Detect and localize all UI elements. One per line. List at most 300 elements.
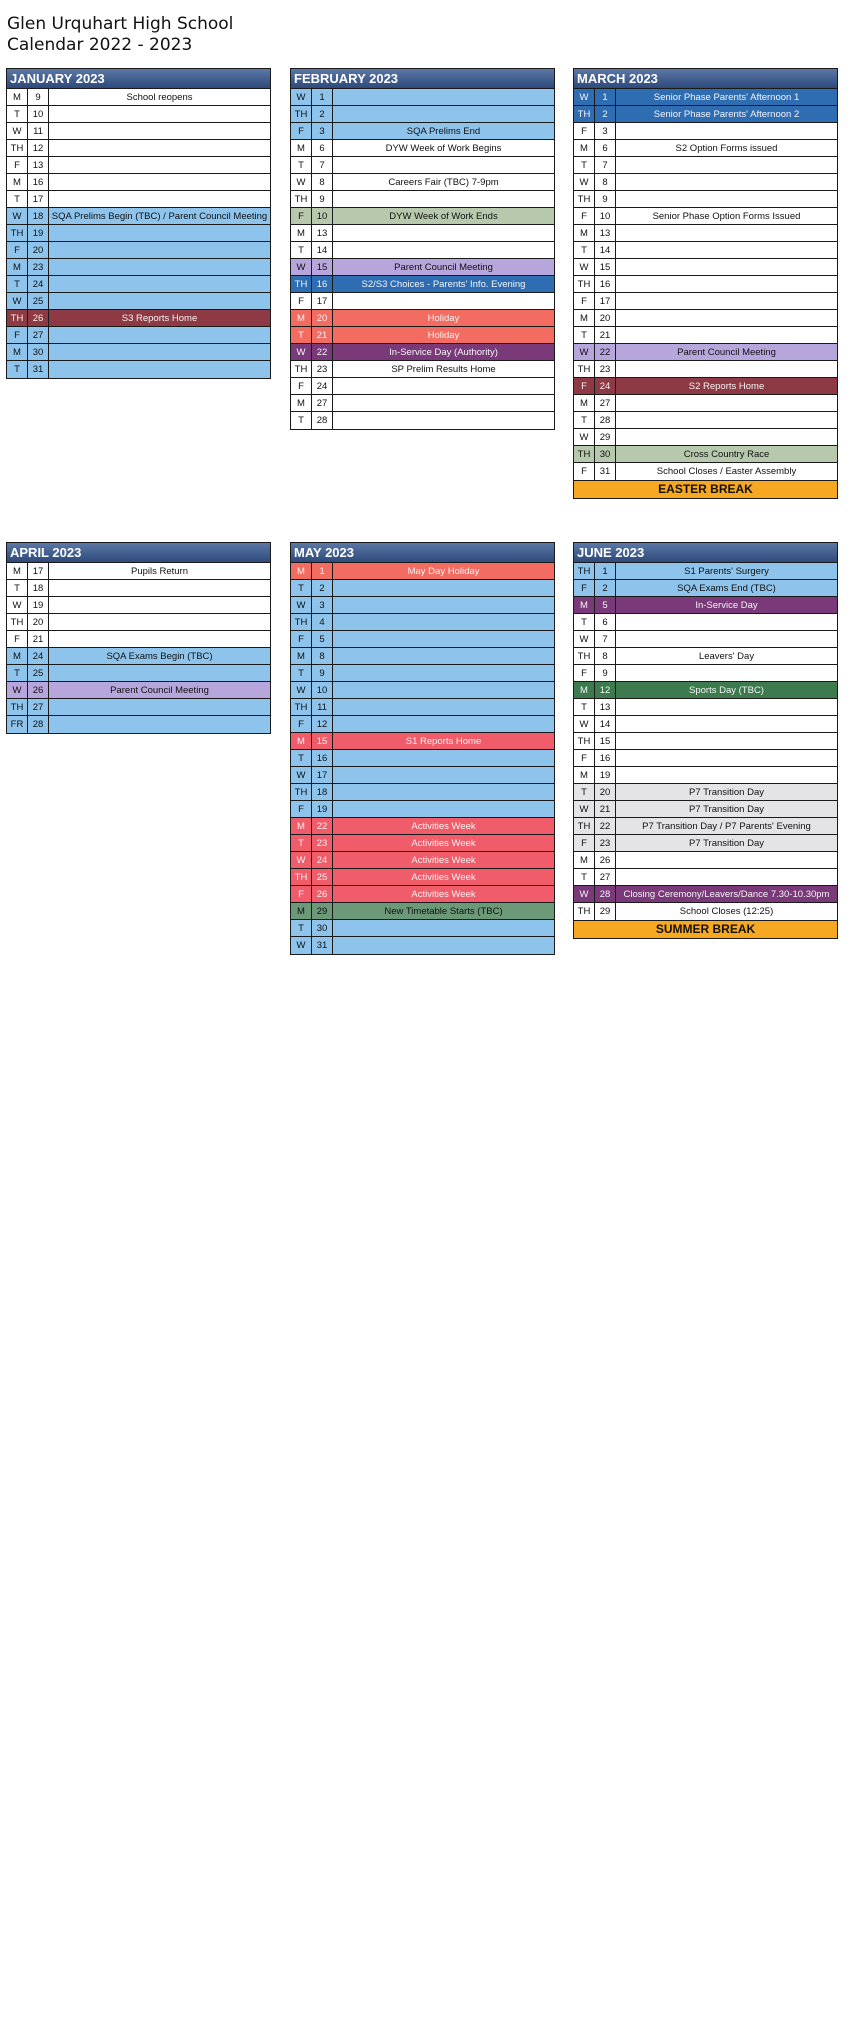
event-text: Senior Phase Parents' Afternoon 2 xyxy=(616,106,837,122)
day-number: 26 xyxy=(595,852,616,868)
day-number: 9 xyxy=(312,665,333,681)
event-text: In-Service Day (Authority) xyxy=(333,344,554,360)
day-row xyxy=(291,801,554,818)
day-row xyxy=(291,293,554,310)
event-text xyxy=(333,665,554,681)
event-text xyxy=(49,716,270,733)
day-number: 26 xyxy=(312,886,333,902)
day-of-week: TH xyxy=(574,361,595,377)
event-text xyxy=(333,412,554,429)
day-row xyxy=(574,276,837,293)
day-number: 29 xyxy=(312,903,333,919)
event-text xyxy=(49,580,270,596)
day-row xyxy=(7,157,270,174)
event-text xyxy=(333,395,554,411)
day-number: 13 xyxy=(595,699,616,715)
event-text xyxy=(49,293,270,309)
event-text xyxy=(49,191,270,207)
day-number: 22 xyxy=(312,818,333,834)
event-text: Senior Phase Parents' Afternoon 1 xyxy=(616,89,837,105)
day-number: 28 xyxy=(595,886,616,902)
day-number: 30 xyxy=(28,344,49,360)
event-text: Pupils Return xyxy=(49,563,270,579)
event-text xyxy=(616,174,837,190)
day-of-week: M xyxy=(291,733,312,749)
day-row xyxy=(574,378,837,395)
event-text xyxy=(333,631,554,647)
day-number: 22 xyxy=(595,344,616,360)
day-of-week: T xyxy=(291,242,312,258)
day-of-week: M xyxy=(291,563,312,579)
day-of-week: W xyxy=(574,259,595,275)
day-number: 2 xyxy=(312,106,333,122)
day-row xyxy=(7,361,270,378)
day-row xyxy=(574,699,837,716)
day-row xyxy=(574,361,837,378)
day-of-week: TH xyxy=(291,614,312,630)
day-row xyxy=(574,89,837,106)
day-number: 25 xyxy=(28,665,49,681)
event-text xyxy=(49,631,270,647)
day-of-week: T xyxy=(291,327,312,343)
day-of-week: M xyxy=(574,310,595,326)
day-of-week: T xyxy=(574,784,595,800)
day-row xyxy=(574,429,837,446)
day-number: 27 xyxy=(312,395,333,411)
day-of-week: F xyxy=(291,378,312,394)
day-number: 1 xyxy=(595,89,616,105)
day-number: 7 xyxy=(312,157,333,173)
day-number: 14 xyxy=(595,242,616,258)
day-row xyxy=(7,665,270,682)
event-text: Careers Fair (TBC) 7-9pm xyxy=(333,174,554,190)
day-number: 3 xyxy=(595,123,616,139)
event-text xyxy=(616,395,837,411)
day-number: 15 xyxy=(312,259,333,275)
day-number: 6 xyxy=(595,140,616,156)
day-of-week: W xyxy=(574,174,595,190)
day-of-week: F xyxy=(574,750,595,766)
day-of-week: F xyxy=(574,378,595,394)
day-number: 8 xyxy=(595,648,616,664)
day-number: 17 xyxy=(595,293,616,309)
day-of-week: T xyxy=(291,157,312,173)
event-text: Activities Week xyxy=(333,818,554,834)
day-row xyxy=(574,631,837,648)
day-row xyxy=(574,225,837,242)
month-march xyxy=(573,68,838,499)
day-number: 27 xyxy=(28,327,49,343)
day-of-week: T xyxy=(574,614,595,630)
day-number: 26 xyxy=(28,682,49,698)
day-row xyxy=(291,784,554,801)
day-number: 6 xyxy=(595,614,616,630)
event-text: Sports Day (TBC) xyxy=(616,682,837,698)
event-text xyxy=(616,259,837,275)
event-text: Activities Week xyxy=(333,852,554,868)
day-number: 25 xyxy=(312,869,333,885)
day-row xyxy=(574,242,837,259)
day-row xyxy=(7,293,270,310)
day-row xyxy=(291,903,554,920)
day-of-week: W xyxy=(574,801,595,817)
event-text: Activities Week xyxy=(333,835,554,851)
event-text xyxy=(616,869,837,885)
day-row xyxy=(291,327,554,344)
day-row xyxy=(7,276,270,293)
day-of-week: W xyxy=(7,123,28,139)
day-number: 13 xyxy=(312,225,333,241)
day-row xyxy=(574,716,837,733)
day-of-week: M xyxy=(7,344,28,360)
event-text xyxy=(616,665,837,681)
event-text xyxy=(49,276,270,292)
day-of-week: F xyxy=(291,886,312,902)
day-row xyxy=(291,716,554,733)
day-of-week: TH xyxy=(574,818,595,834)
day-number: 29 xyxy=(595,429,616,445)
day-number: 24 xyxy=(595,378,616,394)
event-text: Parent Council Meeting xyxy=(49,682,270,698)
day-of-week: TH xyxy=(574,733,595,749)
day-of-week: M xyxy=(574,852,595,868)
day-number: 3 xyxy=(312,597,333,613)
day-number: 9 xyxy=(595,665,616,681)
event-text xyxy=(616,733,837,749)
day-of-week: M xyxy=(574,140,595,156)
day-of-week: W xyxy=(291,852,312,868)
event-text: P7 Transition Day / P7 Parents' Evening xyxy=(616,818,837,834)
day-row xyxy=(7,648,270,665)
event-text xyxy=(616,412,837,428)
day-number: 17 xyxy=(28,563,49,579)
day-row xyxy=(7,106,270,123)
event-text xyxy=(49,665,270,681)
event-text xyxy=(49,259,270,275)
day-row xyxy=(574,648,837,665)
event-text: SP Prelim Results Home xyxy=(333,361,554,377)
day-row xyxy=(7,259,270,276)
day-row xyxy=(7,225,270,242)
event-text xyxy=(616,123,837,139)
day-of-week: W xyxy=(291,767,312,783)
day-row xyxy=(7,310,270,327)
day-of-week: TH xyxy=(7,140,28,156)
day-row xyxy=(7,716,270,733)
event-text: S3 Reports Home xyxy=(49,310,270,326)
event-text: P7 Transition Day xyxy=(616,801,837,817)
month-header: JUNE 2023 xyxy=(574,543,837,563)
month-june xyxy=(573,542,838,939)
day-row xyxy=(574,395,837,412)
event-text: Cross Country Race xyxy=(616,446,837,462)
event-text: School Closes (12:25) xyxy=(616,903,837,920)
day-of-week: TH xyxy=(291,106,312,122)
day-of-week: W xyxy=(291,344,312,360)
event-text: Closing Ceremony/Leavers/Dance 7.30-10.30pm xyxy=(616,886,837,902)
event-text xyxy=(616,157,837,173)
calendar-year: Calendar 2022 - 2023 xyxy=(7,35,193,55)
day-row xyxy=(291,225,554,242)
day-of-week: W xyxy=(7,208,28,224)
day-row xyxy=(574,123,837,140)
event-text xyxy=(49,106,270,122)
event-text: DYW Week of Work Begins xyxy=(333,140,554,156)
day-row xyxy=(291,665,554,682)
day-number: 31 xyxy=(312,937,333,954)
day-row xyxy=(291,920,554,937)
day-row xyxy=(291,276,554,293)
day-number: 28 xyxy=(312,412,333,429)
event-text xyxy=(616,631,837,647)
day-number: 13 xyxy=(28,157,49,173)
day-row xyxy=(291,174,554,191)
day-of-week: F xyxy=(7,157,28,173)
day-row xyxy=(574,174,837,191)
day-number: 5 xyxy=(595,597,616,613)
day-row xyxy=(291,886,554,903)
event-text xyxy=(49,174,270,190)
easter-break-banner: EASTER BREAK xyxy=(574,480,837,498)
event-text: Activities Week xyxy=(333,869,554,885)
event-text: Activities Week xyxy=(333,886,554,902)
day-number: 10 xyxy=(312,208,333,224)
day-row xyxy=(7,614,270,631)
day-row xyxy=(574,767,837,784)
day-row xyxy=(291,597,554,614)
day-of-week: TH xyxy=(574,106,595,122)
day-of-week: T xyxy=(7,580,28,596)
event-text xyxy=(333,716,554,732)
day-of-week: T xyxy=(574,327,595,343)
day-row xyxy=(291,378,554,395)
day-number: 27 xyxy=(28,699,49,715)
day-row xyxy=(7,344,270,361)
day-row xyxy=(291,395,554,412)
day-number: 9 xyxy=(595,191,616,207)
day-of-week: TH xyxy=(574,563,595,579)
day-row xyxy=(291,699,554,716)
day-number: 4 xyxy=(312,614,333,630)
event-text: Parent Council Meeting xyxy=(616,344,837,360)
day-of-week: W xyxy=(574,886,595,902)
day-number: 10 xyxy=(312,682,333,698)
day-of-week: F xyxy=(291,716,312,732)
day-of-week: T xyxy=(291,835,312,851)
day-row xyxy=(291,733,554,750)
day-number: 19 xyxy=(28,597,49,613)
day-row xyxy=(291,344,554,361)
day-row xyxy=(574,157,837,174)
day-number: 25 xyxy=(28,293,49,309)
day-of-week: TH xyxy=(7,699,28,715)
day-of-week: F xyxy=(291,208,312,224)
event-text: SQA Exams End (TBC) xyxy=(616,580,837,596)
day-number: 23 xyxy=(28,259,49,275)
day-number: 10 xyxy=(595,208,616,224)
day-number: 17 xyxy=(312,293,333,309)
day-of-week: TH xyxy=(574,648,595,664)
day-of-week: M xyxy=(574,597,595,613)
day-row xyxy=(574,682,837,699)
day-of-week: TH xyxy=(574,446,595,462)
event-text xyxy=(49,157,270,173)
day-row xyxy=(574,818,837,835)
event-text xyxy=(616,361,837,377)
day-number: 8 xyxy=(312,648,333,664)
day-row xyxy=(7,174,270,191)
day-of-week: W xyxy=(7,597,28,613)
day-row xyxy=(574,463,837,480)
day-number: 15 xyxy=(595,733,616,749)
day-number: 16 xyxy=(312,276,333,292)
day-number: 23 xyxy=(312,361,333,377)
day-of-week: F xyxy=(291,631,312,647)
event-text: Leavers' Day xyxy=(616,648,837,664)
day-number: 10 xyxy=(28,106,49,122)
day-number: 7 xyxy=(595,157,616,173)
day-of-week: TH xyxy=(574,276,595,292)
day-number: 28 xyxy=(28,716,49,733)
day-number: 6 xyxy=(312,140,333,156)
day-row xyxy=(7,242,270,259)
day-of-week: TH xyxy=(291,191,312,207)
day-of-week: T xyxy=(291,580,312,596)
event-text xyxy=(49,123,270,139)
day-of-week: T xyxy=(291,665,312,681)
day-row xyxy=(291,852,554,869)
day-of-week: F xyxy=(7,242,28,258)
day-row xyxy=(291,750,554,767)
event-text: In-Service Day xyxy=(616,597,837,613)
day-of-week: M xyxy=(574,395,595,411)
day-row xyxy=(7,682,270,699)
month-may xyxy=(290,542,555,955)
day-number: 8 xyxy=(312,174,333,190)
event-text xyxy=(616,429,837,445)
day-number: 30 xyxy=(312,920,333,936)
day-row xyxy=(291,123,554,140)
event-text xyxy=(49,225,270,241)
event-text xyxy=(333,682,554,698)
day-row xyxy=(574,106,837,123)
event-text: Senior Phase Option Forms Issued xyxy=(616,208,837,224)
day-row xyxy=(574,784,837,801)
day-of-week: T xyxy=(291,412,312,429)
day-of-week: TH xyxy=(574,903,595,920)
day-row xyxy=(574,903,837,920)
day-number: 2 xyxy=(312,580,333,596)
day-number: 14 xyxy=(595,716,616,732)
day-of-week: W xyxy=(291,174,312,190)
month-header: JANUARY 2023 xyxy=(7,69,270,89)
day-row xyxy=(574,733,837,750)
day-of-week: F xyxy=(574,580,595,596)
day-of-week: M xyxy=(7,174,28,190)
day-number: 22 xyxy=(312,344,333,360)
event-text: S1 Parents' Surgery xyxy=(616,563,837,579)
day-of-week: T xyxy=(574,157,595,173)
day-row xyxy=(291,106,554,123)
day-of-week: W xyxy=(574,631,595,647)
day-of-week: M xyxy=(7,563,28,579)
event-text xyxy=(333,242,554,258)
day-number: 3 xyxy=(312,123,333,139)
event-text xyxy=(616,614,837,630)
event-text xyxy=(616,716,837,732)
day-row xyxy=(7,140,270,157)
month-january xyxy=(6,68,271,379)
day-number: 24 xyxy=(312,852,333,868)
day-number: 28 xyxy=(595,412,616,428)
event-text xyxy=(616,191,837,207)
day-of-week: M xyxy=(7,89,28,105)
day-row xyxy=(574,580,837,597)
day-of-week: TH xyxy=(291,276,312,292)
event-text xyxy=(333,106,554,122)
day-row xyxy=(7,191,270,208)
day-number: 15 xyxy=(595,259,616,275)
day-row xyxy=(574,869,837,886)
day-number: 20 xyxy=(312,310,333,326)
event-text xyxy=(333,920,554,936)
day-number: 12 xyxy=(312,716,333,732)
event-text xyxy=(333,784,554,800)
day-of-week: M xyxy=(291,648,312,664)
day-number: 21 xyxy=(28,631,49,647)
day-of-week: M xyxy=(291,395,312,411)
event-text xyxy=(333,580,554,596)
day-row xyxy=(291,580,554,597)
day-number: 16 xyxy=(595,750,616,766)
day-number: 21 xyxy=(595,327,616,343)
day-number: 13 xyxy=(595,225,616,241)
day-row xyxy=(574,310,837,327)
day-row xyxy=(291,818,554,835)
day-of-week: W xyxy=(574,89,595,105)
day-number: 18 xyxy=(312,784,333,800)
day-number: 16 xyxy=(312,750,333,766)
day-of-week: F xyxy=(7,327,28,343)
day-row xyxy=(291,869,554,886)
day-of-week: F xyxy=(574,123,595,139)
event-text xyxy=(333,699,554,715)
event-text xyxy=(333,767,554,783)
day-row xyxy=(574,852,837,869)
day-number: 22 xyxy=(595,818,616,834)
day-number: 17 xyxy=(312,767,333,783)
day-number: 9 xyxy=(312,191,333,207)
day-number: 12 xyxy=(28,140,49,156)
day-number: 23 xyxy=(595,835,616,851)
day-number: 20 xyxy=(28,242,49,258)
day-row xyxy=(574,140,837,157)
event-text xyxy=(616,767,837,783)
day-of-week: TH xyxy=(291,361,312,377)
day-row xyxy=(574,750,837,767)
event-text: P7 Transition Day xyxy=(616,835,837,851)
day-row xyxy=(574,208,837,225)
event-text xyxy=(333,648,554,664)
day-row xyxy=(574,327,837,344)
event-text xyxy=(49,361,270,378)
day-of-week: F xyxy=(574,293,595,309)
day-row xyxy=(291,242,554,259)
event-text xyxy=(616,699,837,715)
day-of-week: W xyxy=(574,716,595,732)
day-row xyxy=(574,886,837,903)
day-number: 15 xyxy=(312,733,333,749)
